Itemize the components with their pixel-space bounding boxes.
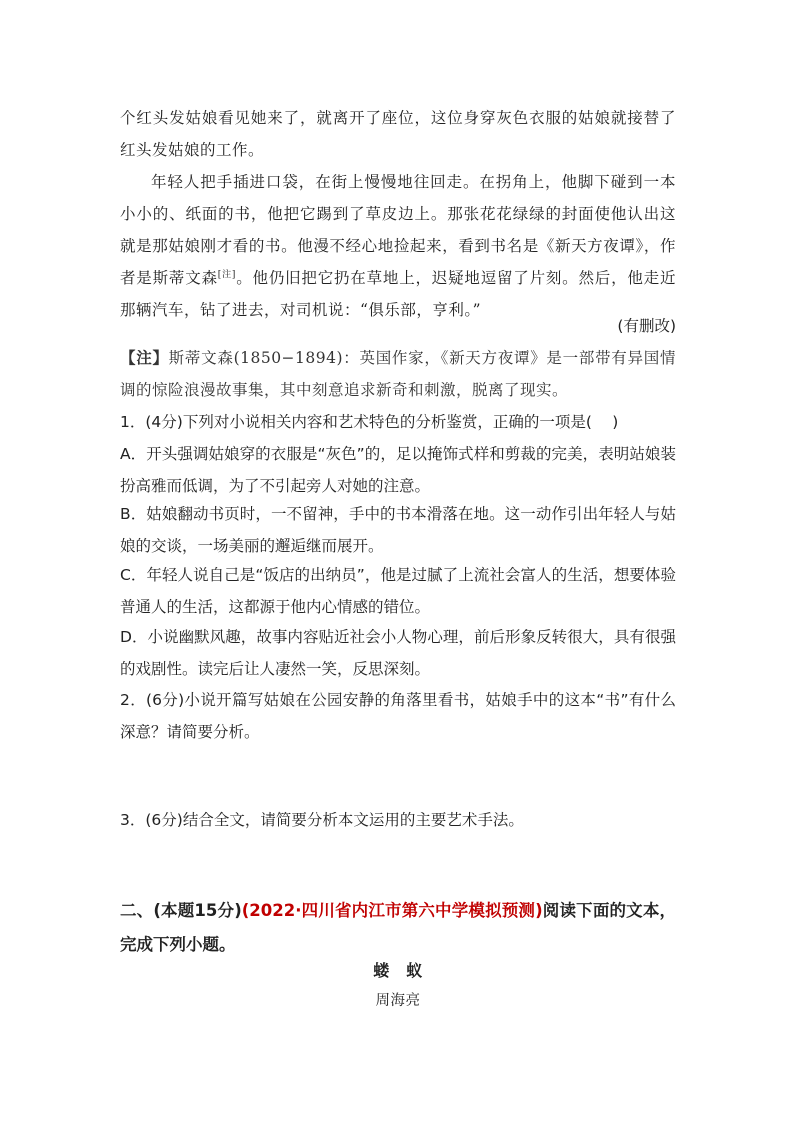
question-1-option-d: D．小说幽默风趣，故事内容贴近社会小人物心理，前后形象反转很大，具有很强的戏剧性。读完后让人凄然一笑，反思深刻。 — [120, 628, 676, 678]
footnote — [120, 342, 676, 406]
source-note: (有删改) — [617, 317, 676, 335]
story-paragraph-1: 个红头发姑娘看见她来了，就离开了座位，这位身穿灰色衣服的姑娘就接替了红头发姑娘的工作。 — [120, 109, 676, 159]
footnote-marker: [注] — [217, 269, 236, 280]
article-author: 周海亮 — [375, 993, 421, 1009]
question-2: 2．(6分)小说开篇写姑娘在公园安静的角落里看书，姑娘手中的这本“书”有什么深意？请简要分析。 — [120, 691, 676, 741]
story-paragraph-2: 年轻人把手插进口袋，在街上慢慢地往回走。在拐角上，他脚下碰到一本小小的、纸面的书，他把它踢到了草皮边上。那张花花绿绿的封面使他认出这就是那姑娘刚才看的书。他漫不经心地捡起来，看到书名是《新天方夜谭》，作者是斯蒂文森[注]。他仍旧把它扔在草地上，迟疑地逗留了片刻。然后，他走近那辆汽车，钻了进去，对司机说：“俱乐部，亨利。” — [120, 173, 676, 319]
footnote-text: 斯蒂文森(1850−1894)：英国作家，《新天方夜谭》是一部带有异国情调的惊险浪漫故事集，其中刻意追求新奇和刺激，脱离了现实。 — [120, 349, 676, 399]
question-1: 1．(4分)下列对小说相关内容和艺术特色的分析鉴赏，正确的一项是( ) — [120, 413, 619, 431]
question-1-option-c: C．年轻人说自己是“饭店的出纳员”，他是过腻了上流社会富人的生活，想要体验普通人的生活，这都源于他内心情感的错位。 — [120, 566, 676, 616]
question-1-option-b: B．姑娘翻动书页时，一不留神，手中的书本滑落在地。这一动作引出年轻人与姑娘的交谈，一场美丽的邂逅继而展开。 — [120, 505, 676, 555]
section-2-source: (2022·四川省内江市第六中学模拟预测) — [241, 901, 543, 920]
footnote-label: 【注】 — [120, 348, 169, 367]
question-3: 3．(6分)结合全文，请简要分析本文运用的主要艺术手法。 — [120, 811, 524, 829]
question-1-option-a: A．开头强调姑娘穿的衣服是“灰色”的，足以掩饰式样和剪裁的完美，表明站娘装扮高雅而低调，为了不引起旁人对她的注意。 — [120, 445, 676, 495]
section-2-heading: 二、(本题15分)(2022·四川省内江市第六中学模拟预测)阅读下面的文本，完成下列小题。 — [120, 901, 677, 954]
article-title: 蝼 蚁 — [373, 961, 423, 980]
